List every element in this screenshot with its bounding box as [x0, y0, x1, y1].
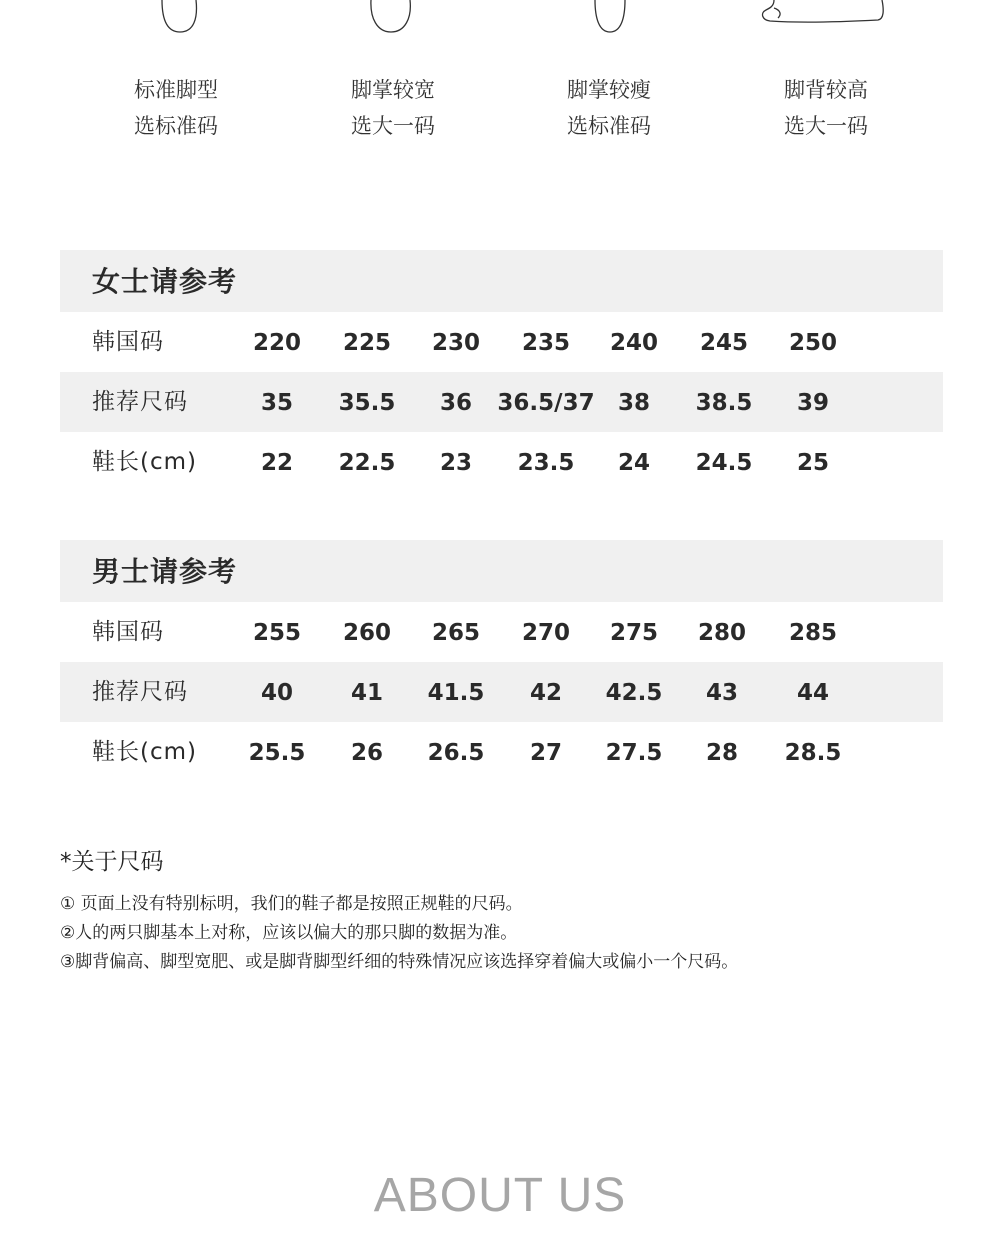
- table-cell: 24.5: [695, 450, 753, 476]
- table-cell: 28: [705, 740, 738, 766]
- foot-type-advice: 选标准码: [567, 114, 651, 138]
- row-label: 推荐尺码: [92, 679, 188, 705]
- table-cell: 255: [252, 620, 301, 646]
- table-cell: 40: [260, 680, 293, 706]
- table-cell: 24: [617, 450, 650, 476]
- table-header: [60, 540, 943, 602]
- table-cell: 265: [431, 620, 480, 646]
- table-row-shoe-length: [60, 432, 943, 492]
- foot-type-guide: [0, 0, 1000, 150]
- table-cell: 42.5: [605, 680, 663, 706]
- table-cell: 270: [521, 620, 570, 646]
- table-cell: 280: [697, 620, 746, 646]
- table-cell: 39: [796, 390, 829, 416]
- table-cell: 26.5: [427, 740, 485, 766]
- table-cell: 36: [439, 390, 472, 416]
- table-cell: 25.5: [248, 740, 306, 766]
- table-cell: 245: [699, 330, 748, 356]
- row-label: 鞋长(cm): [92, 739, 197, 765]
- row-label: 韩国码: [92, 619, 164, 645]
- table-cell: 41.5: [427, 680, 485, 706]
- table-cell: 220: [252, 330, 301, 356]
- narrow-foot-icon: [593, 0, 629, 34]
- table-cell: 41: [350, 680, 383, 706]
- table-row-shoe-length: [60, 722, 943, 782]
- table-cell: 250: [788, 330, 837, 356]
- table-cell: 38.5: [695, 390, 753, 416]
- table-cell: 26: [350, 740, 383, 766]
- foot-type-name: 标准脚型: [134, 78, 218, 102]
- table-row-recommended-size: [60, 372, 943, 432]
- foot-type-advice: 选标准码: [134, 114, 218, 138]
- men-size-table: [60, 540, 943, 782]
- women-size-table: [60, 250, 943, 492]
- table-cell: 22.5: [338, 450, 396, 476]
- table-cell: 23: [439, 450, 472, 476]
- table-cell: 23.5: [517, 450, 575, 476]
- notes-title: *关于尺码: [60, 849, 164, 875]
- foot-type-name: 脚掌较瘦: [567, 78, 651, 102]
- table-cell: 42: [529, 680, 562, 706]
- table-cell: 36.5/37: [497, 390, 595, 416]
- foot-type-name: 脚掌较宽: [351, 78, 435, 102]
- table-title: 男士请参考: [92, 555, 238, 588]
- table-cell: 235: [521, 330, 570, 356]
- table-cell: 38: [617, 390, 650, 416]
- row-label: 鞋长(cm): [92, 449, 197, 475]
- foot-type-name: 脚背较高: [784, 78, 868, 102]
- table-row-korean-size: [60, 602, 943, 662]
- table-row-korean-size: [60, 312, 943, 372]
- standard-foot-icon: [160, 0, 200, 34]
- table-cell: 285: [788, 620, 837, 646]
- table-cell: 27.5: [605, 740, 663, 766]
- table-cell: 35.5: [338, 390, 396, 416]
- table-cell: 22: [260, 450, 293, 476]
- table-cell: 240: [609, 330, 658, 356]
- table-title: 女士请参考: [92, 265, 238, 298]
- table-cell: 260: [342, 620, 391, 646]
- table-cell: 35: [260, 390, 293, 416]
- table-cell: 225: [342, 330, 391, 356]
- row-label: 推荐尺码: [92, 389, 188, 415]
- foot-type-advice: 选大一码: [784, 114, 868, 138]
- note-line: ②人的两只脚基本上对称，应该以偏大的那只脚的数据为准。: [60, 923, 518, 943]
- table-row-recommended-size: [60, 662, 943, 722]
- row-label: 韩国码: [92, 329, 164, 355]
- size-notes: [60, 840, 960, 977]
- note-line: ① 页面上没有特别标明，我们的鞋子都是按照正规鞋的尺码。: [60, 894, 523, 914]
- table-cell: 275: [609, 620, 658, 646]
- table-header: [60, 250, 943, 312]
- table-cell: 25: [796, 450, 829, 476]
- table-cell: 28.5: [784, 740, 842, 766]
- table-cell: 43: [705, 680, 738, 706]
- table-cell: 230: [431, 330, 480, 356]
- high-instep-foot-icon: [760, 0, 888, 26]
- about-us-heading: ABOUT US: [373, 1169, 627, 1222]
- note-line: ③脚背偏高、脚型宽肥、或是脚背脚型纤细的特殊情况应该选择穿着偏大或偏小一个尺码。: [60, 952, 739, 972]
- table-cell: 27: [529, 740, 562, 766]
- table-cell: 44: [796, 680, 829, 706]
- wide-foot-icon: [369, 0, 413, 34]
- foot-type-advice: 选大一码: [351, 114, 435, 138]
